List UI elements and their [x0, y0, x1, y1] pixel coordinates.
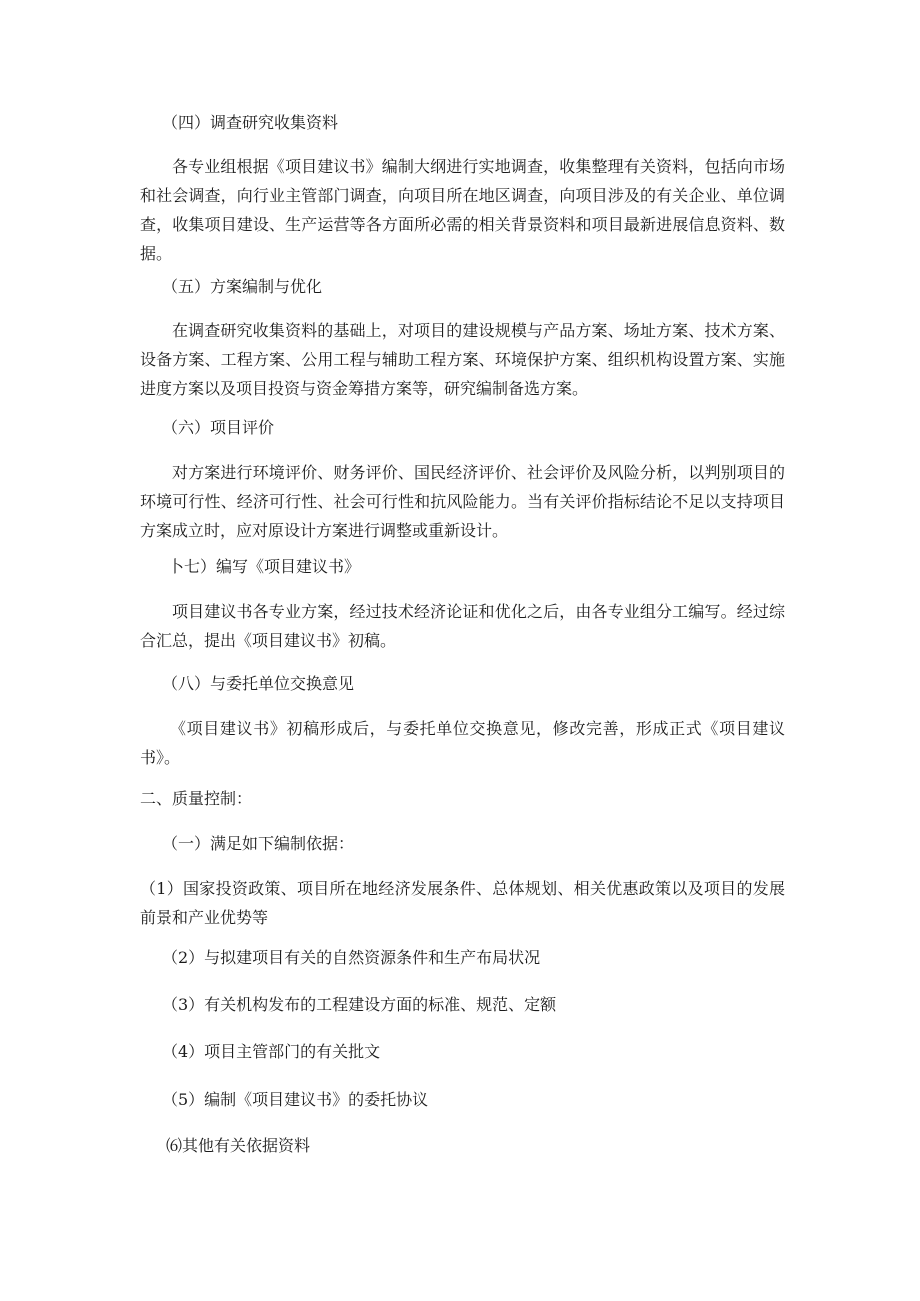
quality-sub-heading: （一）满足如下编制依据： [162, 834, 355, 853]
section-body-5: 在调查研究收集资料的基础上，对项目的建设规模与产品方案、场址方案、技术方案、设备方案、工程方案、公用工程与辅助工程方案、环境保护方案、组织机构设置方案、实施进度方案以及项目投资与资金筹措方案等，研究编制备选方案。 [140, 321, 785, 398]
section-heading-8: （八）与委托单位交换意见 [162, 674, 355, 693]
section-body-8: 《项目建议书》初稿形成后，与委托单位交换意见，修改完善，形成正式《项目建议书》。 [140, 719, 785, 767]
quality-item-3: （3）有关机构发布的工程建设方面的标准、规范、定额 [162, 995, 557, 1014]
quality-heading: 二、质量控制： [140, 789, 253, 808]
section-heading-7: 卜七）编写《项目建议书》 [168, 557, 361, 576]
quality-item-6: ⑹其他有关依据资料 [166, 1136, 311, 1155]
quality-item-2: （2）与拟建项目有关的自然资源条件和生产布局状况 [162, 948, 541, 967]
section-heading-5: （五）方案编制与优化 [162, 277, 323, 296]
section-body-6: 对方案进行环境评价、财务评价、国民经济评价、社会评价及风险分析，以判别项目的环境可行性、经济可行性、社会可行性和抗风险能力。当有关评价指标结论不足以支持项目方案成立时，应对原设计方案进行调整或重新设计。 [140, 463, 785, 540]
section-heading-4: （四）调查研究收集资料 [162, 113, 339, 132]
section-body-7: 项目建议书各专业方案，经过技术经济论证和优化之后，由各专业组分工编写。经过综合汇总，提出《项目建议书》初稿。 [140, 602, 785, 650]
quality-item-1: （1）国家投资政策、项目所在地经济发展条件、总体规划、相关优惠政策以及项目的发展前景和产业优势等 [140, 879, 785, 927]
quality-item-4: （4）项目主管部门的有关批文 [162, 1042, 381, 1061]
section-body-4: 各专业组根据《项目建议书》编制大纲进行实地调查，收集整理有关资料，包括向市场和社会调查，向行业主管部门调查，向项目所在地区调查，向项目涉及的有关企业、单位调查，收集项目建设、生产运营等各方面所必需的相关背景资料和项目最新进展信息资料、数据。 [140, 157, 785, 263]
section-heading-6: （六）项目评价 [162, 418, 275, 437]
quality-item-5: （5）编制《项目建议书》的委托协议 [162, 1090, 429, 1109]
